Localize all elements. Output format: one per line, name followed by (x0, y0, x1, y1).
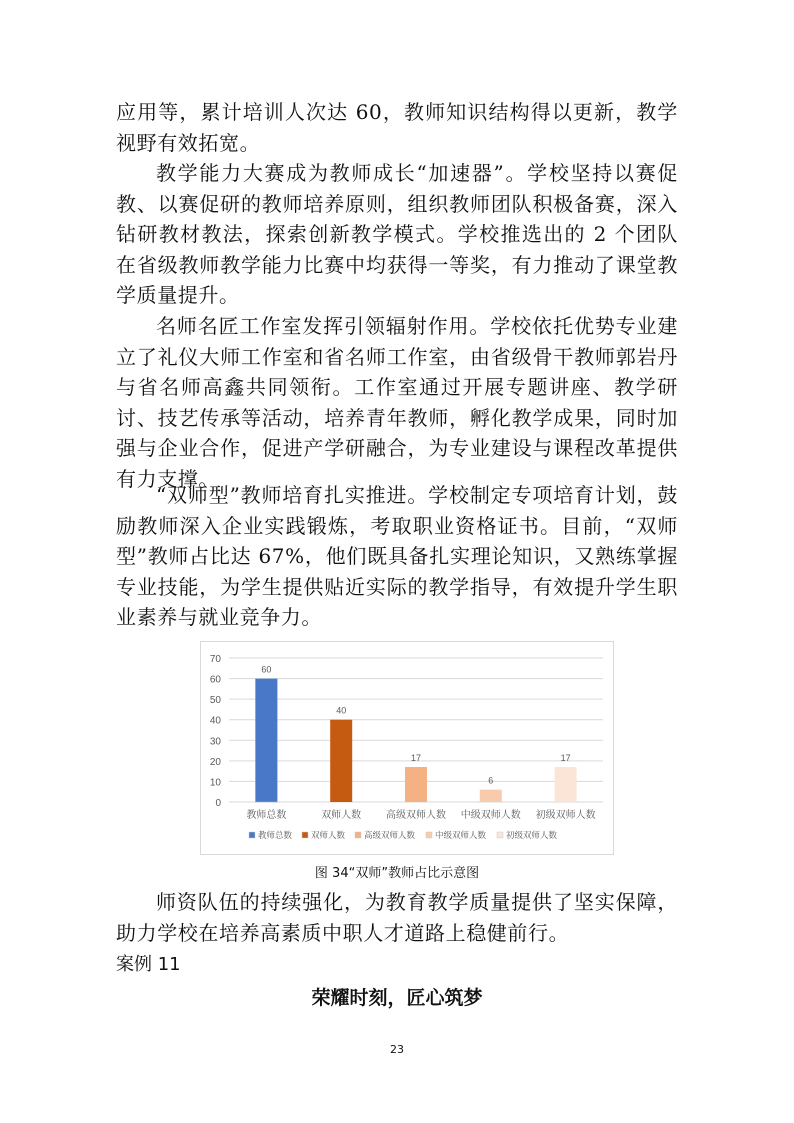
chart-svg (201, 642, 613, 854)
legend-swatch (302, 832, 308, 838)
y-tick-label: 30 (209, 736, 221, 748)
bar (555, 767, 577, 802)
legend-swatch (497, 832, 503, 838)
legend-label: 初级双师人数 (506, 830, 558, 840)
paragraph-4 (116, 480, 678, 633)
x-tick-label: 中级双师人数 (460, 810, 521, 821)
legend-label: 高级双师人数 (364, 830, 416, 840)
y-tick-label: 10 (209, 777, 221, 789)
x-tick-label: 初级双师人数 (535, 810, 596, 821)
x-tick-label: 高级双师人数 (386, 810, 446, 821)
y-tick-label: 20 (209, 756, 221, 768)
y-tick-label: 40 (209, 715, 221, 727)
legend-label: 双师人数 (311, 830, 346, 840)
x-tick-label: 双师人数 (321, 810, 362, 821)
legend-label: 中级双师人数 (435, 830, 487, 840)
legend-swatch (426, 832, 432, 838)
paragraph-text: 教学能力大赛成为教师成长“加速器”。学校坚持以赛促教、以赛促研的教师培养原则，组织教师团队积极备赛，深入钻研教材教法，探索创新教学模式。学校推选出的 2 个团队在省级教师教学能力比赛中均获得一等奖，有力推动了课堂教学质量提升。 (116, 161, 678, 308)
legend-label: 教师总数 (258, 830, 293, 840)
case-label: 案例 11 (116, 954, 181, 975)
data-label: 40 (336, 705, 347, 716)
figure-caption: 图 34“双师”教师占比示意图 (314, 866, 480, 881)
data-label: 6 (488, 775, 494, 786)
paragraph-5 (116, 887, 678, 948)
bar-chart (200, 641, 614, 855)
paragraph-text: 名师名匠工作室发挥引领辐射作用。学校依托优势专业建立了礼仪大师工作室和省名师工作室，由省级骨干教师郭岩丹与省名师高鑫共同领衔。工作室通过开展专题讲座、教学研讨、技艺传承等活动，培养青年教师，孵化教学成果，同时加强与企业合作，促进产学研融合，为专业建设与课程改革提供有力支撑。 (116, 314, 678, 491)
y-tick-label: 0 (215, 798, 221, 809)
data-label: 17 (560, 753, 571, 764)
y-tick-label: 60 (209, 674, 221, 686)
paragraph-text: “双师型”教师培育扎实推进。学校制定专项培育计划，鼓励教师深入企业实践锻炼，考取职业资格证书。目前，“双师型”教师占比达 67%，他们既具备扎实理论知识，又熟练掌握专业技能，为学生提供贴近实际的教学指导，有效提升学生职业素养与就业竞争力。 (116, 483, 678, 630)
paragraph-2 (116, 158, 678, 311)
y-tick-label: 50 (209, 695, 221, 707)
case-title: 荣耀时刻，匠心筑梦 (311, 987, 483, 1009)
paragraph-text: 师资队伍的持续强化，为教育教学质量提供了坚实保障，助力学校在培养高素质中职人才道路上稳健前行。 (116, 890, 678, 945)
bar (255, 679, 277, 802)
paragraph-3 (116, 311, 678, 495)
page-number: 23 (390, 1043, 404, 1056)
x-tick-label: 教师总数 (246, 810, 287, 821)
paragraph-text: 应用等，累计培训人次达 60，教师知识结构得以更新，教学视野有效拓宽。 (116, 100, 678, 155)
paragraph-1 (116, 97, 678, 158)
y-tick-label: 70 (209, 654, 221, 665)
bar (330, 720, 352, 802)
data-label: 17 (410, 753, 422, 764)
data-label: 60 (261, 664, 272, 675)
legend-swatch (355, 832, 361, 838)
legend-swatch (249, 832, 255, 838)
bar (480, 790, 502, 802)
bar (405, 767, 427, 802)
